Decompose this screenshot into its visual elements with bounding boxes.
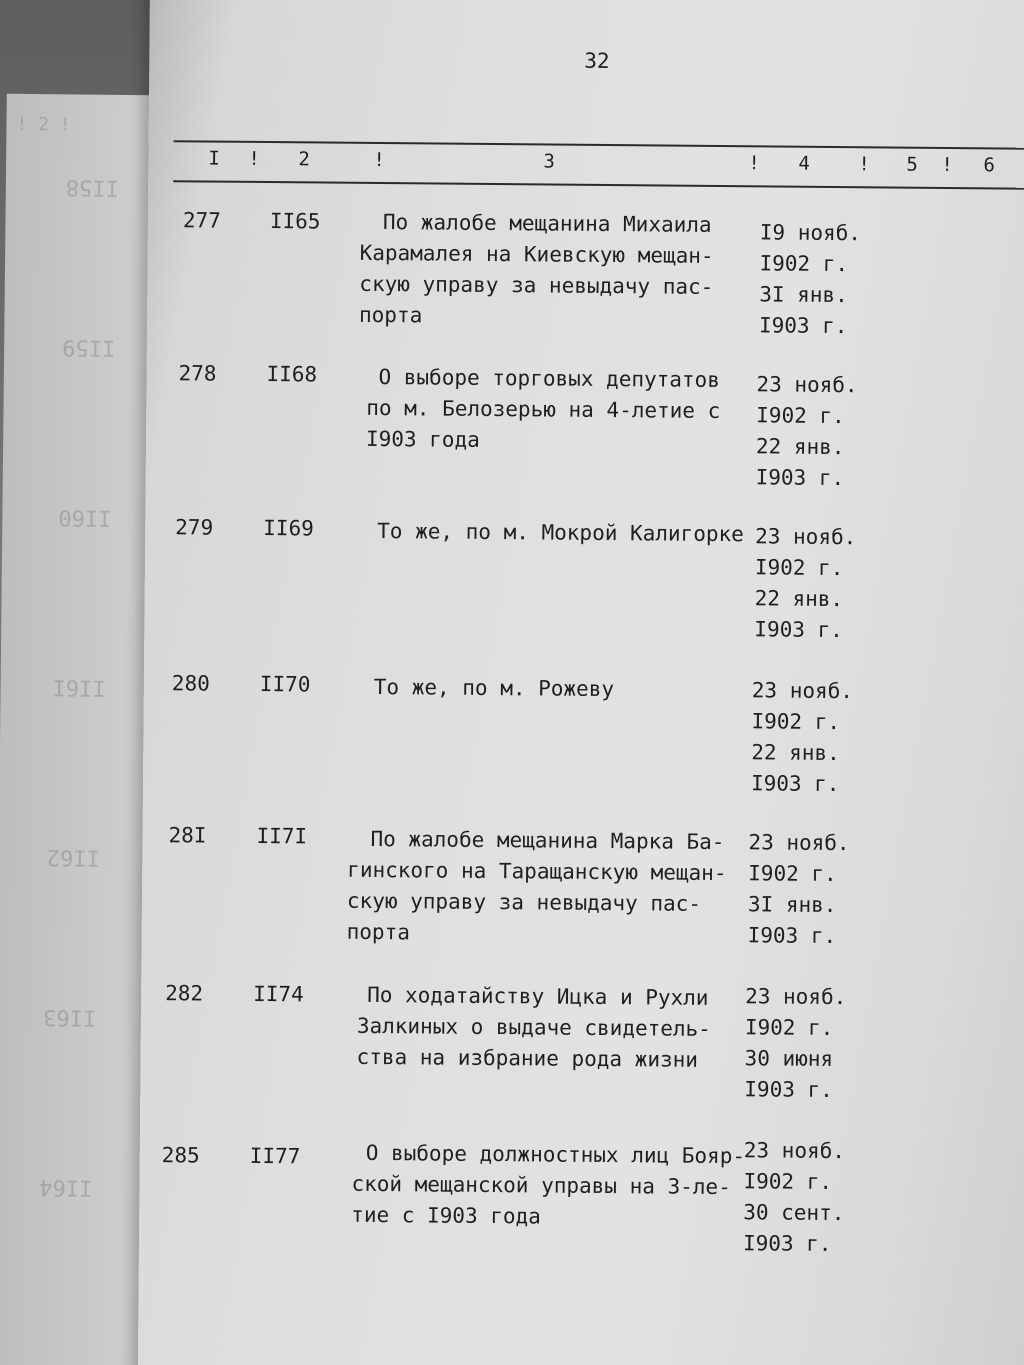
- back-page-header: ! 2 !: [16, 113, 71, 136]
- row-date-line: 23 нояб.: [756, 372, 858, 398]
- row-code: II77: [249, 1143, 301, 1169]
- header-bottom-rule: [173, 180, 1024, 190]
- column-header-5: 5: [906, 153, 918, 176]
- row-code: II7I: [256, 823, 308, 849]
- column-separator: !: [248, 147, 260, 170]
- row-description-line: По жалобе мещанина Михаила: [382, 210, 712, 237]
- row-date-line: 23 нояб.: [748, 830, 850, 856]
- row-date-line: 3I янв.: [747, 892, 837, 918]
- row-code: II74: [253, 981, 304, 1007]
- row-description-line: I903 года: [365, 426, 480, 452]
- row-date-line: I903 г.: [755, 465, 845, 491]
- row-date-line: I902 г.: [744, 1015, 834, 1041]
- column-header-3: 3: [543, 150, 555, 173]
- row-number: 277: [182, 208, 221, 233]
- row-description-line: тие с I903 года: [351, 1202, 541, 1229]
- row-description-line: скую управу за невыдачу пас-: [346, 888, 702, 916]
- row-number: 282: [165, 981, 204, 1006]
- row-date-line: 3I янв.: [759, 282, 848, 308]
- row-description-line: О выборе торговых депутатов: [378, 365, 721, 392]
- row-description-line: по м. Белозерью на 4-летие с: [366, 395, 721, 423]
- row-description-line: О выборе должностных лиц Бояр-: [365, 1140, 746, 1169]
- back-page-code: II60: [58, 504, 112, 530]
- row-code: II65: [269, 209, 321, 234]
- archive-page: [138, 0, 1024, 1365]
- row-date-line: 30 сент.: [743, 1200, 845, 1226]
- row-code: II69: [263, 516, 314, 541]
- column-header-6: 6: [983, 154, 995, 177]
- row-date-line: 23 нояб.: [743, 1138, 846, 1164]
- back-page-code: II6I: [52, 674, 106, 700]
- row-date-line: 23 нояб.: [751, 678, 854, 704]
- row-date-line: I903 г.: [747, 923, 837, 949]
- row-description-line: скую управу за невыдачу пас-: [359, 271, 714, 299]
- column-separator: !: [941, 153, 953, 177]
- row-date-line: I9 нояб.: [759, 220, 862, 246]
- row-description-line: То же, по м. Мокрой Калигорке: [377, 519, 744, 547]
- row-description-line: ства на избрание рода жизни: [356, 1044, 699, 1072]
- row-number: 278: [178, 361, 217, 386]
- row-date-line: I902 г.: [751, 709, 841, 735]
- row-description-line: По ходатайству Ицка и Рухли: [367, 982, 709, 1010]
- row-number: 280: [171, 671, 210, 696]
- row-date-line: I903 г.: [754, 617, 843, 643]
- column-header-2: 2: [298, 148, 310, 171]
- row-date-line: I903 г.: [742, 1231, 832, 1256]
- row-date-line: I902 г.: [743, 1169, 833, 1194]
- row-code: II70: [259, 671, 311, 697]
- row-number: 285: [161, 1143, 200, 1168]
- row-date-line: I903 г.: [750, 771, 840, 797]
- row-date-line: I902 г.: [754, 555, 844, 581]
- row-date-line: I903 г.: [744, 1077, 833, 1103]
- back-page-code: II63: [43, 1004, 97, 1030]
- row-date-line: 23 нояб.: [755, 524, 857, 550]
- row-date-line: 23 нояб.: [745, 984, 847, 1010]
- column-separator: !: [858, 153, 870, 176]
- row-date-line: 22 янв.: [755, 434, 845, 460]
- row-description-line: Залкиных о выдаче свидетель-: [356, 1013, 711, 1041]
- back-page-code: II59: [62, 334, 116, 360]
- row-number: 28I: [168, 823, 207, 848]
- row-date-line: 30 июня: [744, 1046, 834, 1072]
- row-description-line: ской мещанской управы на 3-ле-: [351, 1171, 731, 1200]
- column-header-1: I: [208, 147, 220, 170]
- row-description-line: гинского на Таращанскую мещан-: [347, 857, 727, 886]
- column-separator: !: [748, 152, 760, 175]
- row-description-line: Карамалея на Киевскую мещан-: [359, 240, 714, 268]
- row-date-line: I902 г.: [756, 403, 845, 429]
- row-description-line: То же, по м. Рожеву: [373, 674, 615, 702]
- row-date-line: I902 г.: [748, 861, 837, 887]
- back-page-code: II58: [65, 174, 119, 200]
- row-code: II68: [266, 362, 318, 387]
- column-separator: !: [373, 148, 385, 172]
- row-date-line: 22 янв.: [754, 586, 844, 612]
- row-date-line: I902 г.: [759, 251, 849, 277]
- row-description-line: порта: [346, 919, 411, 945]
- row-date-line: 22 янв.: [751, 740, 840, 766]
- row-description-line: По жалобе мещанина Марка Ба-: [370, 826, 725, 855]
- row-date-line: I903 г.: [758, 313, 848, 339]
- row-number: 279: [175, 515, 214, 540]
- column-header-4: 4: [798, 152, 810, 175]
- back-page-code: II64: [39, 1174, 93, 1200]
- row-description-line: порта: [358, 302, 423, 328]
- back-page-code: II62: [46, 844, 100, 870]
- page-number: 32: [584, 48, 610, 74]
